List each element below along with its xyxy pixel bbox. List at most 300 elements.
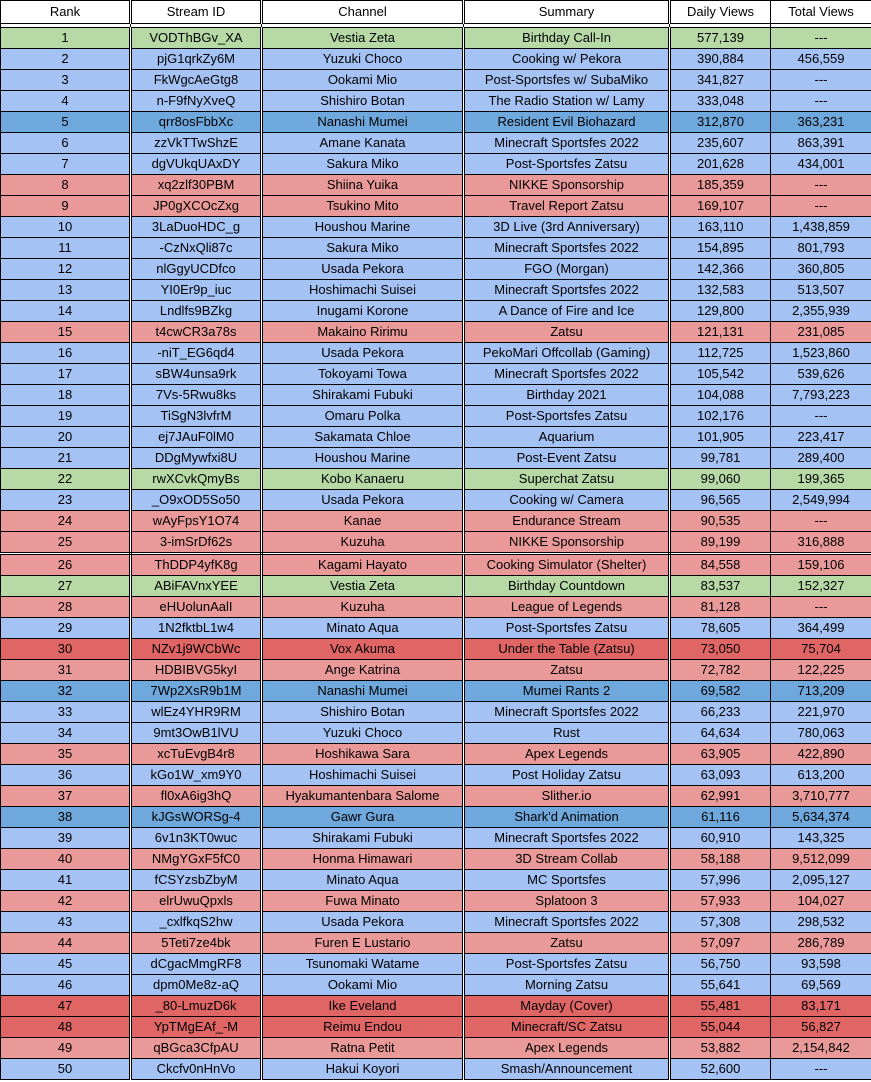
channel-cell: Hakui Koyori [262,1059,464,1080]
daily-views-cell: 154,895 [670,238,771,259]
channel-cell: Minato Aqua [262,618,464,639]
total-views-cell: 159,106 [771,554,871,576]
rank-cell: 36 [1,765,131,786]
total-views-cell: 863,391 [771,133,871,154]
stream-id-cell: Lndlfs9BZkg [131,301,262,322]
stream-id-cell: 9mt3OwB1lVU [131,723,262,744]
table-row [1,133,871,154]
table-row [1,1038,871,1059]
rank-cell: 32 [1,681,131,702]
summary-cell: Minecraft Sportsfes 2022 [464,828,670,849]
table-row [1,744,871,765]
rank-cell: 15 [1,322,131,343]
total-views-cell: 143,325 [771,828,871,849]
total-views-cell: --- [771,511,871,532]
rank-cell: 39 [1,828,131,849]
channel-cell: Honma Himawari [262,849,464,870]
stream-id-cell: DDgMywfxi8U [131,448,262,469]
summary-cell: League of Legends [464,597,670,618]
summary-cell: A Dance of Fire and Ice [464,301,670,322]
channel-cell: Kuzuha [262,597,464,618]
table-row [1,870,871,891]
channel-cell: Makaino Ririmu [262,322,464,343]
table-row [1,238,871,259]
stream-id-cell: dgVUkqUAxDY [131,154,262,175]
total-views-cell: 539,626 [771,364,871,385]
channel-cell: Vestia Zeta [262,576,464,597]
table-row [1,954,871,975]
rank-cell: 26 [1,554,131,576]
total-views-cell: --- [771,91,871,112]
daily-views-cell: 132,583 [670,280,771,301]
stream-id-cell: YI0Er9p_iuc [131,280,262,301]
stream-id-cell: qBGca3CfpAU [131,1038,262,1059]
table-row [1,597,871,618]
channel-cell: Ookami Mio [262,70,464,91]
total-views-cell: --- [771,28,871,49]
daily-views-cell: 99,781 [670,448,771,469]
daily-views-cell: 83,537 [670,576,771,597]
summary-cell: Cooking Simulator (Shelter) [464,554,670,576]
summary-cell: Shark'd Animation [464,807,670,828]
stream-id-cell: 1N2fktbL1w4 [131,618,262,639]
total-views-cell: 221,970 [771,702,871,723]
stream-id-cell: _cxlfkqS2hw [131,912,262,933]
channel-cell: Ike Eveland [262,996,464,1017]
total-views-cell: 2,154,842 [771,1038,871,1059]
summary-cell: Rust [464,723,670,744]
summary-cell: Minecraft Sportsfes 2022 [464,280,670,301]
rank-cell: 4 [1,91,131,112]
daily-views-cell: 129,800 [670,301,771,322]
rank-cell: 47 [1,996,131,1017]
rank-cell: 45 [1,954,131,975]
daily-views-cell: 104,088 [670,385,771,406]
total-views-cell: 360,805 [771,259,871,280]
channel-cell: Hyakumantenbara Salome [262,786,464,807]
stream-id-cell: Ckcfv0nHnVo [131,1059,262,1080]
stream-id-cell: JP0gXCOcZxg [131,196,262,217]
summary-cell: Smash/Announcement [464,1059,670,1080]
summary-cell: Minecraft Sportsfes 2022 [464,238,670,259]
rank-cell: 6 [1,133,131,154]
stream-id-cell: _O9xOD5So50 [131,490,262,511]
summary-cell: Minecraft/SC Zatsu [464,1017,670,1038]
daily-views-cell: 390,884 [670,49,771,70]
daily-views-cell: 90,535 [670,511,771,532]
stream-id-cell: ABiFAVnxYEE [131,576,262,597]
summary-cell: Cooking w/ Pekora [464,49,670,70]
summary-cell: Post-Sportsfes Zatsu [464,954,670,975]
daily-views-cell: 53,882 [670,1038,771,1059]
stream-id-cell: fCSYzsbZbyM [131,870,262,891]
stream-id-cell: -CzNxQli87c [131,238,262,259]
summary-cell: Under the Table (Zatsu) [464,639,670,660]
table-row [1,406,871,427]
daily-views-cell: 185,359 [670,175,771,196]
summary-cell: Endurance Stream [464,511,670,532]
stream-id-cell: 7Vs-5Rwu8ks [131,385,262,406]
channel-cell: Vestia Zeta [262,28,464,49]
daily-views-cell: 341,827 [670,70,771,91]
summary-cell: Minecraft Sportsfes 2022 [464,364,670,385]
daily-views-cell: 312,870 [670,112,771,133]
summary-cell: Splatoon 3 [464,891,670,912]
daily-views-cell: 102,176 [670,406,771,427]
daily-views-cell: 73,050 [670,639,771,660]
total-views-cell: 223,417 [771,427,871,448]
channel-cell: Tsunomaki Watame [262,954,464,975]
table-row [1,259,871,280]
channel-cell: Sakura Miko [262,238,464,259]
rank-cell: 21 [1,448,131,469]
stream-id-cell: 6v1n3KT0wuc [131,828,262,849]
stream-id-cell: zzVkTTwShzE [131,133,262,154]
rank-cell: 19 [1,406,131,427]
stream-id-cell: dpm0Me8z-aQ [131,975,262,996]
daily-views-cell: 55,481 [670,996,771,1017]
channel-cell: Kobo Kanaeru [262,469,464,490]
daily-views-cell: 72,782 [670,660,771,681]
stream-id-cell: TiSgN3lvfrM [131,406,262,427]
channel-cell: Houshou Marine [262,217,464,238]
summary-cell: NIKKE Sponsorship [464,175,670,196]
stream-id-cell: ThDDP4yfK8g [131,554,262,576]
total-views-cell: 780,063 [771,723,871,744]
daily-views-cell: 52,600 [670,1059,771,1080]
stream-id-cell: t4cwCR3a78s [131,322,262,343]
summary-cell: Superchat Zatsu [464,469,670,490]
total-views-cell: 231,085 [771,322,871,343]
header-total-views: Total Views [771,1,871,24]
rank-cell: 42 [1,891,131,912]
stream-id-cell: 3-imSrDf62s [131,532,262,554]
stream-id-cell: fl0xA6ig3hQ [131,786,262,807]
daily-views-cell: 66,233 [670,702,771,723]
rank-cell: 40 [1,849,131,870]
channel-cell: Kuzuha [262,532,464,554]
rank-cell: 1 [1,28,131,49]
table-row [1,364,871,385]
rank-cell: 27 [1,576,131,597]
daily-views-cell: 56,750 [670,954,771,975]
table-row [1,849,871,870]
rank-cell: 41 [1,870,131,891]
stream-id-cell: -niT_EG6qd4 [131,343,262,364]
total-views-cell: 422,890 [771,744,871,765]
daily-views-cell: 142,366 [670,259,771,280]
table-row [1,28,871,49]
rank-cell: 2 [1,49,131,70]
total-views-cell: 56,827 [771,1017,871,1038]
total-views-cell: 801,793 [771,238,871,259]
total-views-cell: --- [771,196,871,217]
daily-views-cell: 57,933 [670,891,771,912]
channel-cell: Omaru Polka [262,406,464,427]
channel-cell: Ange Katrina [262,660,464,681]
summary-cell: Birthday Call-In [464,28,670,49]
table-row [1,217,871,238]
total-views-cell: 513,507 [771,280,871,301]
daily-views-cell: 63,905 [670,744,771,765]
table-row [1,618,871,639]
summary-cell: Zatsu [464,660,670,681]
table-row [1,576,871,597]
channel-cell: Houshou Marine [262,448,464,469]
summary-cell: Post-Sportsfes Zatsu [464,406,670,427]
summary-cell: FGO (Morgan) [464,259,670,280]
stream-id-cell: 3LaDuoHDC_g [131,217,262,238]
stream-id-cell: kJGsWORSg-4 [131,807,262,828]
rank-cell: 38 [1,807,131,828]
channel-cell: Furen E Lustario [262,933,464,954]
rank-cell: 22 [1,469,131,490]
total-views-cell: 2,549,994 [771,490,871,511]
rank-cell: 17 [1,364,131,385]
rank-cell: 9 [1,196,131,217]
table-row [1,639,871,660]
rank-cell: 12 [1,259,131,280]
stream-id-cell: YpTMgEAf_-M [131,1017,262,1038]
stream-id-cell: qrr8osFbbXc [131,112,262,133]
stream-id-cell: rwXCvkQmyBs [131,469,262,490]
stream-id-cell: wlEz4YHR9RM [131,702,262,723]
rank-cell: 43 [1,912,131,933]
daily-views-cell: 101,905 [670,427,771,448]
stream-id-cell: n-F9fNyXveQ [131,91,262,112]
summary-cell: Minecraft Sportsfes 2022 [464,912,670,933]
table-row [1,448,871,469]
total-views-cell: 3,710,777 [771,786,871,807]
total-views-cell: 7,793,223 [771,385,871,406]
stream-id-cell: eHUolunAalI [131,597,262,618]
stream-id-cell: NZv1j9WCbWc [131,639,262,660]
summary-cell: Slither.io [464,786,670,807]
summary-cell: Mumei Rants 2 [464,681,670,702]
total-views-cell: 298,532 [771,912,871,933]
header-row [1,1,871,24]
channel-cell: Shishiro Botan [262,702,464,723]
table-row [1,786,871,807]
summary-cell: Apex Legends [464,1038,670,1059]
stream-id-cell: elrUwuQpxls [131,891,262,912]
stream-id-cell: nlGgyUCDfco [131,259,262,280]
summary-cell: Minecraft Sportsfes 2022 [464,702,670,723]
total-views-cell: --- [771,70,871,91]
table-row [1,1059,871,1080]
total-views-cell: 456,559 [771,49,871,70]
stream-id-cell: VODThBGv_XA [131,28,262,49]
total-views-cell: 2,355,939 [771,301,871,322]
channel-cell: Yuzuki Choco [262,723,464,744]
rank-cell: 18 [1,385,131,406]
summary-cell: Minecraft Sportsfes 2022 [464,133,670,154]
rank-cell: 11 [1,238,131,259]
stream-id-cell: wAyFpsY1O74 [131,511,262,532]
daily-views-cell: 577,139 [670,28,771,49]
channel-cell: Hoshimachi Suisei [262,280,464,301]
rank-cell: 35 [1,744,131,765]
table-row [1,933,871,954]
rank-cell: 33 [1,702,131,723]
daily-views-cell: 201,628 [670,154,771,175]
summary-cell: 3D Stream Collab [464,849,670,870]
table-row [1,554,871,576]
daily-views-cell: 112,725 [670,343,771,364]
summary-cell: Travel Report Zatsu [464,196,670,217]
daily-views-cell: 105,542 [670,364,771,385]
total-views-cell: 199,365 [771,469,871,490]
daily-views-cell: 55,641 [670,975,771,996]
rank-cell: 10 [1,217,131,238]
total-views-cell: --- [771,175,871,196]
header-rank: Rank [1,1,131,24]
summary-cell: Zatsu [464,322,670,343]
rank-cell: 23 [1,490,131,511]
daily-views-cell: 84,558 [670,554,771,576]
channel-cell: Usada Pekora [262,912,464,933]
table-row [1,1017,871,1038]
daily-views-cell: 96,565 [670,490,771,511]
table-row [1,807,871,828]
summary-cell: 3D Live (3rd Anniversary) [464,217,670,238]
table-row [1,469,871,490]
rank-cell: 8 [1,175,131,196]
total-views-cell: 2,095,127 [771,870,871,891]
summary-cell: Morning Zatsu [464,975,670,996]
daily-views-cell: 169,107 [670,196,771,217]
header-daily-views: Daily Views [670,1,771,24]
channel-cell: Shirakami Fubuki [262,385,464,406]
total-views-cell: 83,171 [771,996,871,1017]
rank-cell: 7 [1,154,131,175]
summary-cell: Post-Sportsfes w/ SubaMiko [464,70,670,91]
stream-id-cell: pjG1qrkZy6M [131,49,262,70]
rank-cell: 34 [1,723,131,744]
total-views-cell: 122,225 [771,660,871,681]
daily-views-cell: 89,199 [670,532,771,554]
channel-cell: Nanashi Mumei [262,112,464,133]
channel-cell: Shirakami Fubuki [262,828,464,849]
table-row [1,175,871,196]
table-row [1,532,871,554]
summary-cell: Aquarium [464,427,670,448]
channel-cell: Usada Pekora [262,343,464,364]
rank-cell: 20 [1,427,131,448]
daily-views-cell: 121,131 [670,322,771,343]
table-row [1,765,871,786]
total-views-cell: 289,400 [771,448,871,469]
channel-cell: Hoshikawa Sara [262,744,464,765]
table-row [1,154,871,175]
summary-cell: Post-Sportsfes Zatsu [464,154,670,175]
total-views-cell: --- [771,406,871,427]
total-views-cell: 75,704 [771,639,871,660]
table-row [1,490,871,511]
summary-cell: Post-Event Zatsu [464,448,670,469]
total-views-cell: 363,231 [771,112,871,133]
daily-views-cell: 55,044 [670,1017,771,1038]
daily-views-cell: 61,116 [670,807,771,828]
channel-cell: Fuwa Minato [262,891,464,912]
summary-cell: The Radio Station w/ Lamy [464,91,670,112]
daily-views-cell: 60,910 [670,828,771,849]
daily-views-cell: 99,060 [670,469,771,490]
rank-cell: 46 [1,975,131,996]
summary-cell: Apex Legends [464,744,670,765]
table-row [1,975,871,996]
summary-cell: Zatsu [464,933,670,954]
total-views-cell: 286,789 [771,933,871,954]
summary-cell: NIKKE Sponsorship [464,532,670,554]
rank-cell: 48 [1,1017,131,1038]
daily-views-cell: 63,093 [670,765,771,786]
channel-cell: Shiina Yuika [262,175,464,196]
table-row [1,912,871,933]
daily-views-cell: 163,110 [670,217,771,238]
table-row [1,427,871,448]
summary-cell: Mayday (Cover) [464,996,670,1017]
summary-cell: Resident Evil Biohazard [464,112,670,133]
total-views-cell: 9,512,099 [771,849,871,870]
daily-views-cell: 62,991 [670,786,771,807]
daily-views-cell: 57,308 [670,912,771,933]
channel-cell: Hoshimachi Suisei [262,765,464,786]
total-views-cell: 104,027 [771,891,871,912]
summary-cell: Post Holiday Zatsu [464,765,670,786]
total-views-cell: --- [771,1059,871,1080]
stream-id-cell: dCgacMmgRF8 [131,954,262,975]
rank-cell: 24 [1,511,131,532]
table-row [1,322,871,343]
table-row [1,828,871,849]
channel-cell: Amane Kanata [262,133,464,154]
table-row [1,280,871,301]
table-row [1,70,871,91]
table-row [1,660,871,681]
channel-cell: Minato Aqua [262,870,464,891]
rank-cell: 50 [1,1059,131,1080]
total-views-cell: 316,888 [771,532,871,554]
channel-cell: Tokoyami Towa [262,364,464,385]
header-stream-id: Stream ID [131,1,262,24]
rank-cell: 16 [1,343,131,364]
stream-id-cell: _80-LmuzD6k [131,996,262,1017]
total-views-cell: 434,001 [771,154,871,175]
channel-cell: Reimu Endou [262,1017,464,1038]
table-row [1,723,871,744]
stream-id-cell: kGo1W_xm9Y0 [131,765,262,786]
daily-views-cell: 64,634 [670,723,771,744]
stream-id-cell: 5Teti7ze4bk [131,933,262,954]
rank-cell: 30 [1,639,131,660]
channel-cell: Shishiro Botan [262,91,464,112]
daily-views-cell: 57,996 [670,870,771,891]
stream-id-cell: 7Wp2XsR9b1M [131,681,262,702]
total-views-cell: 364,499 [771,618,871,639]
rank-cell: 13 [1,280,131,301]
summary-cell: Birthday 2021 [464,385,670,406]
total-views-cell: 5,634,374 [771,807,871,828]
summary-cell: Post-Sportsfes Zatsu [464,618,670,639]
daily-views-cell: 81,128 [670,597,771,618]
total-views-cell: 152,327 [771,576,871,597]
rank-cell: 25 [1,532,131,554]
total-views-cell: --- [771,597,871,618]
table-row [1,891,871,912]
summary-cell: Cooking w/ Camera [464,490,670,511]
channel-cell: Usada Pekora [262,259,464,280]
